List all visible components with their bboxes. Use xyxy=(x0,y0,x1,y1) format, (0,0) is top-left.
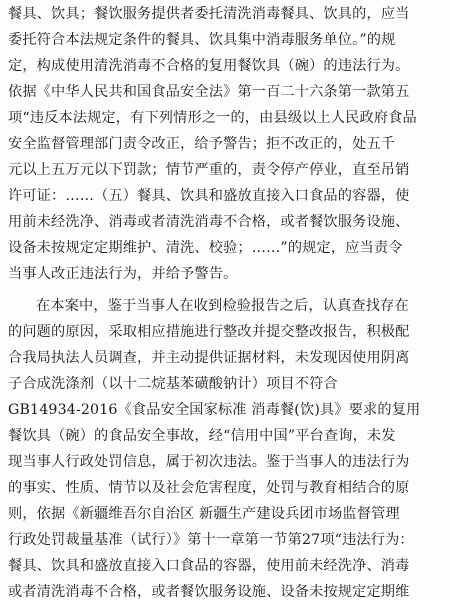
text-line: 餐具、饮具；餐饮服务提供者委托清洗消毒餐具、饮具的，应当 xyxy=(8,6,410,22)
text-line: 则，依据《新疆维吾尔自治区 新疆生产建设兵团市场监督管理 xyxy=(8,506,400,522)
text-line: 当事人改正违法行为，并给予警告。 xyxy=(8,266,238,282)
text-line: 许可证：……（五）餐具、饮具和盛放直接入口食品的容器，使 xyxy=(8,188,410,204)
text-line: 安全监督管理部门责令改正，给予警告；拒不改正的，处五千 xyxy=(8,136,396,152)
text-line: 行政处罚裁量基准（试行）》第十一章第一节第27项“违法行为： xyxy=(8,532,414,548)
text-line: 用前未经洗净、消毒或者清洗消毒不合格，或者餐饮服务设施、 xyxy=(8,214,410,230)
text-line: 合我局执法人员调查，并主动提供证据材料，未发现因使用阴离 xyxy=(8,350,410,366)
text-line: 元以上五万元以下罚款；情节严重的，责令停产停业，直至吊销 xyxy=(8,162,410,178)
text-line: 的问题的原因，采取相应措施进行整改并提交整改报告，积极配 xyxy=(8,324,410,340)
text-line: 餐具、饮具和盛放直接入口食品的容器，使用前未经洗净、消毒 xyxy=(8,558,410,574)
text-line: 的事实、性质、情节以及社会危害程度，处罚与教育相结合的原 xyxy=(8,480,410,496)
text-line: 现当事人行政处罚信息，属于初次违法。鉴于当事人的违法行为 xyxy=(8,454,410,470)
text-line: 餐饮具（碗）的食品安全事故，经“信用中国”平台查询，未发 xyxy=(8,428,396,444)
text-line: GB14934-2016《食品安全国家标准 消毒餐(饮)具》要求的复用 xyxy=(8,402,421,418)
text-line: 子合成洗涤剂（以十二烷基苯磺酸钠计）项目不符合 xyxy=(8,376,338,392)
text-line: 委托符合本法规定条件的餐具、饮具集中消毒服务单位。”的规 xyxy=(8,32,396,48)
text-line: 依据《中华人民共和国食品安全法》第一百二十六条第一款第五 xyxy=(8,84,410,100)
text-line: 或者清洗消毒不合格，或者餐饮服务设施、设备未按规定定期维 xyxy=(8,584,410,600)
paragraph-start-line: 在本案中，鉴于当事人在收到检验报告之后，认真查找存在 xyxy=(36,298,409,314)
text-line: 定，构成使用清洗消毒不合格的复用餐饮具（碗）的违法行为。 xyxy=(8,58,410,74)
text-line: 设备未按规定定期维护、清洗、校验；……”的规定，应当责令 xyxy=(8,240,403,256)
text-line: 项“违反本法规定，有下列情形之一的，由县级以上人民政府食品 xyxy=(8,110,417,126)
